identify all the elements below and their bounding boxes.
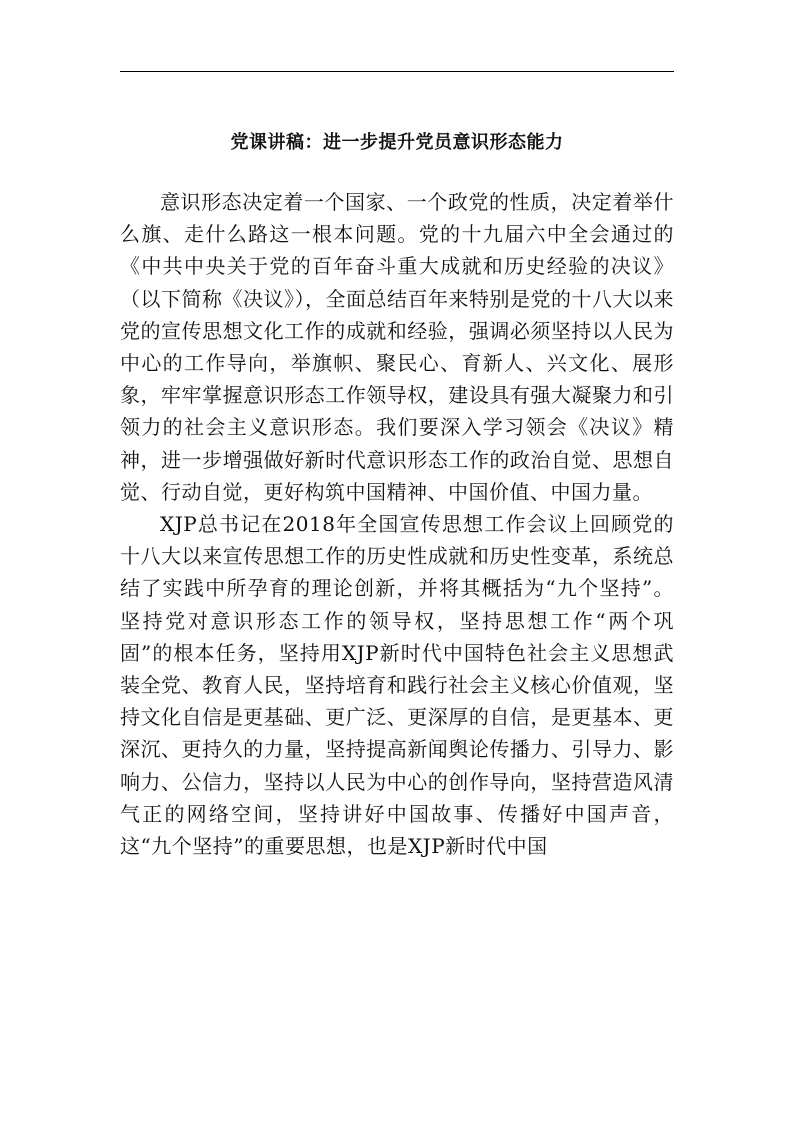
paragraph-1: 意识形态决定着一个国家、一个政党的性质，决定着举什么旗、走什么路这一根本问题。党的十九届六中全会通过的《中共中央关于党的百年奋斗重大成就和历史经验的决议》（以下简称《决议》），全面总结百年来特别是党的十八大以来党的宣传思想文化工作的成就和经验，强调必须坚持以人民为中心的工作导向，举旗帜、聚民心、育新人、兴文化、展形象，牢牢掌握意识形态工作领导权，建设具有强大凝聚力和引领力的社会主义意识形态。我们要深入学习领会《决议》精神，进一步增强做好新时代意识形态工作的政治自觉、思想自觉、行动自觉，更好构筑中国精神、中国价值、中国力量。 bbox=[120, 190, 674, 504]
header-rule bbox=[120, 71, 674, 72]
document-title: 党课讲稿：进一步提升党员意识形态能力 bbox=[230, 132, 564, 153]
document-body bbox=[120, 186, 674, 862]
paragraph-2: XJP总书记在2018年全国宣传思想工作会议上回顾党的十八大以来宣传思想工作的历史性成就和历史性变革，系统总结了实践中所孕育的理论创新，并将其概括为“九个坚持”。坚持党对意识形态工作的领导权，坚持思想工作“两个巩固”的根本任务，坚持用XJP新时代中国特色社会主义思想武装全党、教育人民，坚持培育和践行社会主义核心价值观，坚持文化自信是更基础、更广泛、更深厚的自信，是更基本、更深沉、更持久的力量，坚持提高新闻舆论传播力、引导力、影响力、公信力，坚持以人民为中心的创作导向，坚持营造风清气正的网络空间，坚持讲好中国故事、传播好中国声音，这“九个坚持”的重要思想，也是XJP新时代中国 bbox=[120, 512, 674, 859]
